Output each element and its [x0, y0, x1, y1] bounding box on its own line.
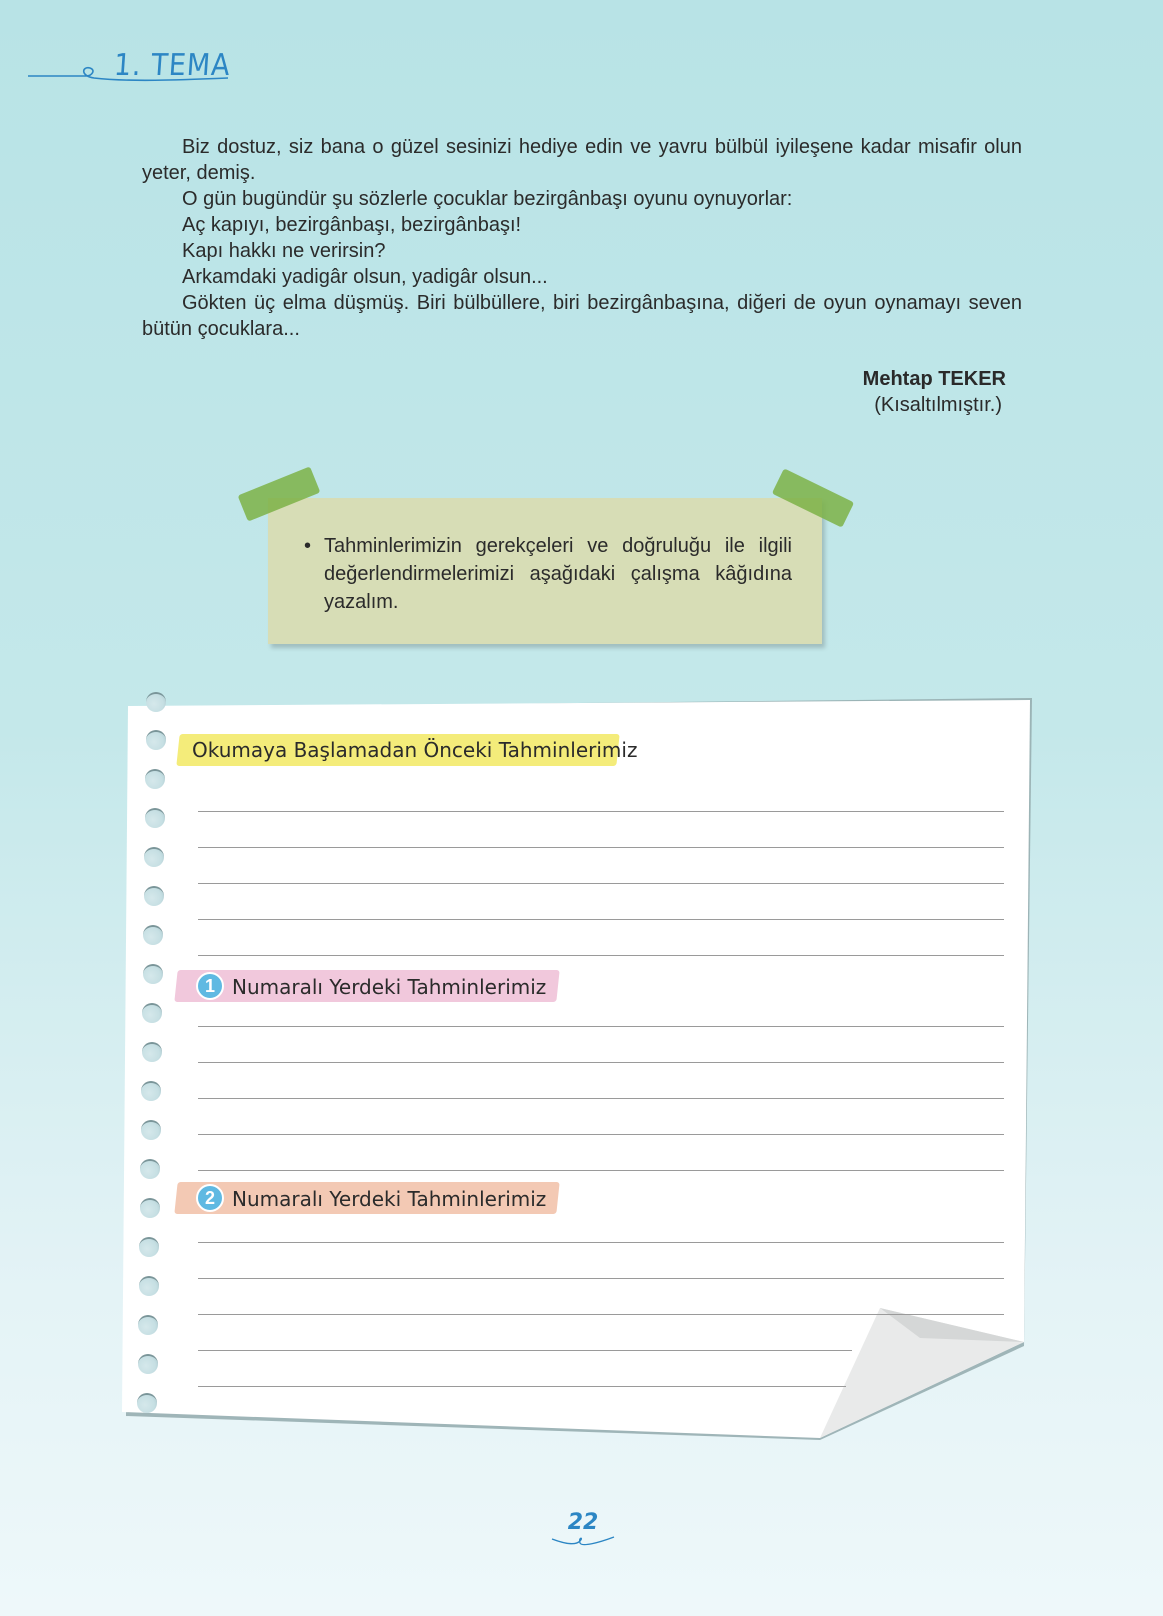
- writing-line[interactable]: [198, 1026, 1004, 1027]
- binder-hole: [143, 964, 163, 984]
- binder-hole: [138, 1315, 158, 1335]
- binder-hole: [140, 1159, 160, 1179]
- bullet-icon: •: [304, 535, 312, 557]
- writing-line[interactable]: [198, 1062, 1004, 1063]
- writing-line[interactable]: [198, 1242, 1004, 1243]
- worksheet-paper: [120, 698, 1032, 1440]
- binder-hole: [145, 808, 165, 828]
- story-paragraph: Aç kapıyı, bezirgânbaşı, bezirgânbaşı!: [182, 214, 522, 236]
- page-number-swirl: [548, 1535, 618, 1549]
- story-text: [142, 134, 1022, 342]
- page-number: [548, 1510, 618, 1549]
- page-number-text: 22: [567, 1510, 599, 1535]
- binder-hole: [145, 769, 165, 789]
- number-one-badge: 1: [196, 972, 224, 1000]
- instruction-text: Tahminlerimizin gerekçeleri ve doğruluğu ile ilgili değerlendirmelerimizi aşağıdaki çalışma kâğıdına yazalım.: [324, 535, 792, 613]
- section1-title: Okumaya Başlamadan Önceki Tahminlerimiz: [192, 738, 638, 762]
- theme-title: 1. TEMA: [112, 48, 232, 83]
- author-note: (Kısaltılmıştır.): [874, 394, 1002, 416]
- binder-hole: [143, 925, 163, 945]
- writing-line[interactable]: [198, 1170, 1004, 1171]
- writing-line[interactable]: [198, 847, 1004, 848]
- writing-line[interactable]: [198, 1386, 846, 1387]
- theme-header: [28, 44, 248, 94]
- story-paragraph: Gökten üç elma düşmüş. Biri bülbüllere, biri bezirgânbaşına, diğeri de oyun oynamayı seven bütün çocuklara...: [142, 292, 1022, 340]
- binder-hole: [139, 1237, 159, 1257]
- author-name: Mehtap TEKER: [862, 368, 1006, 390]
- binder-hole: [146, 692, 166, 712]
- story-paragraph: Arkamdaki yadigâr olsun, yadigâr olsun...: [182, 266, 548, 288]
- number-two-badge: 2: [196, 1184, 224, 1212]
- writing-line[interactable]: [198, 1098, 1004, 1099]
- writing-line[interactable]: [198, 1350, 852, 1351]
- binder-hole: [139, 1276, 159, 1296]
- writing-line[interactable]: [198, 1278, 1004, 1279]
- author-block: [780, 366, 1006, 418]
- instruction-note: [268, 498, 822, 644]
- paper-sheet-shape: [120, 698, 1032, 1440]
- binder-hole: [140, 1198, 160, 1218]
- writing-line[interactable]: [198, 811, 1004, 812]
- section3-title: Numaralı Yerdeki Tahminlerimiz: [232, 1187, 547, 1211]
- binder-hole: [137, 1393, 157, 1413]
- story-paragraph: Biz dostuz, siz bana o güzel sesinizi hediye edin ve yavru bülbül iyileşene kadar misafir olun yeter, demiş.: [142, 136, 1022, 184]
- writing-line[interactable]: [198, 955, 1004, 956]
- binder-hole: [144, 847, 164, 867]
- binder-hole: [142, 1042, 162, 1062]
- story-paragraph: O gün bugündür şu sözlerle çocuklar bezirgânbaşı oyunu oynuyorlar:: [182, 188, 793, 210]
- binder-hole: [141, 1120, 161, 1140]
- binder-hole: [138, 1354, 158, 1374]
- writing-line[interactable]: [198, 883, 1004, 884]
- binder-hole: [142, 1003, 162, 1023]
- writing-line[interactable]: [198, 1314, 1004, 1315]
- writing-line[interactable]: [198, 919, 1004, 920]
- story-paragraph: Kapı hakkı ne verirsin?: [182, 240, 386, 262]
- binder-hole: [146, 730, 166, 750]
- section2-title: Numaralı Yerdeki Tahminlerimiz: [232, 975, 547, 999]
- binder-hole: [144, 886, 164, 906]
- binder-hole: [141, 1081, 161, 1101]
- writing-line[interactable]: [198, 1134, 1004, 1135]
